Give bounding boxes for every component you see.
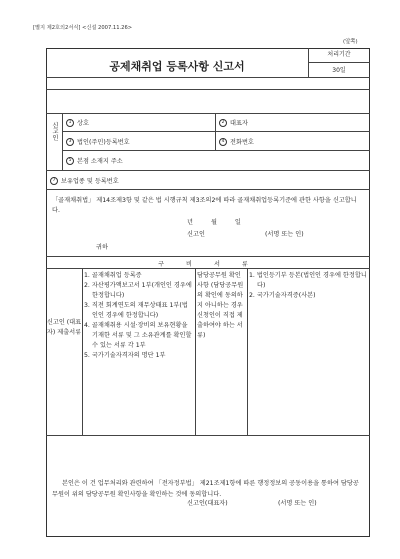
form-title: 공제채취업 등록사항 신고서	[109, 60, 245, 73]
section-line	[46, 189, 370, 190]
title-bottom-line	[46, 77, 370, 78]
number-badge: 4	[219, 138, 227, 146]
date-line: 년 월 일	[187, 219, 249, 226]
list-item: 2. 자산평가액보고서 1부(개인인 경우에 한정합니다)	[84, 282, 192, 299]
docs-col-line	[82, 268, 83, 435]
number-badge: 7	[50, 177, 58, 185]
consent-statement: 본인은 이 건 업무처리와 관련하여 「전자정부법」 제21조제1항에 따른 행정정보의 공동이용을 통하여 담당공무원이 위의 담당공무원 확인사항을 확인하는 것에 동의합니다.	[52, 480, 359, 498]
docs-col-line	[195, 268, 196, 435]
row-line	[62, 150, 370, 151]
docs-col-line	[247, 268, 248, 435]
field-company-name: 1 상호	[66, 119, 89, 127]
applicant-docs-label: 신고인 (대표자) 제출서류	[46, 319, 82, 336]
consent-signature-note: (서명 또는 인)	[278, 500, 317, 507]
list-item: 4. 골재채취용 시설·장비의 보유현황을 기재한 서류 및 그 소유관계를 확인할 수 있는 서류 각 1부	[84, 322, 192, 349]
row-line	[46, 170, 370, 171]
number-badge: 1	[66, 119, 74, 127]
officer-check-text: 담당공무원 확인사항 (담당공무원의 확인에 동의하지 아니하는 경우 신청인이 직접 제출하여야 하는 서류)	[197, 272, 244, 339]
page-label: (앞쪽)	[343, 39, 358, 45]
field-holding-business: 7 보유업종 및 등록번호	[50, 177, 119, 185]
list-item: 5. 국가기술자격자의 명단 1부	[84, 352, 166, 359]
number-badge: 5	[66, 157, 74, 165]
applicant-col-line	[62, 113, 63, 170]
docs-top-line	[46, 256, 370, 257]
applicant-document-list	[84, 271, 192, 361]
mid-col-line	[215, 113, 216, 150]
field-registration-number: 3 법인(주민)등록번호	[66, 138, 130, 146]
list-item: 2. 국가기술자격증(사본)	[249, 292, 316, 299]
field-representative: 2 대표자	[219, 119, 248, 127]
field-head-office-address: 5 본점 소재지 주소	[66, 157, 123, 165]
period-divider	[308, 62, 370, 63]
list-item: 1. 골재채취업 등록증	[84, 272, 142, 279]
processing-period-label: 처리기간	[327, 51, 351, 58]
signer-label: 신고인	[187, 231, 205, 238]
row-line	[46, 89, 370, 90]
number-badge: 3	[66, 138, 74, 146]
number-badge: 2	[219, 119, 227, 127]
form-reference: [별지 제2호의2서식] <신설 2007.11.26>	[33, 25, 133, 31]
applicant-section-label: 신고인	[51, 122, 58, 141]
officer-document-list	[249, 271, 367, 301]
documents-heading: 구 비 서 류	[158, 261, 258, 268]
row-line	[46, 113, 370, 114]
processing-period-value: 30일	[332, 67, 346, 74]
row-line	[62, 131, 370, 132]
recipient-label: 귀하	[96, 244, 108, 251]
field-phone-number: 4 전화번호	[219, 138, 254, 146]
declaration-statement: 「골재채취법」 제14조제3항 및 같은 법 시행규칙 제3조의2에 따라 골재채취업등록기준에 관한 사항을 신고합니다.	[52, 197, 357, 214]
consent-signer-label: 신고인(대표자)	[187, 500, 228, 507]
docs-bottom-line	[46, 435, 370, 436]
signature-note: (서명 또는 인)	[265, 231, 304, 238]
list-item: 1. 법인등기부 등본(법인인 경우에 한정합니다)	[249, 272, 367, 289]
list-item: 3. 직전 회계연도의 재무상태표 1부(법인인 경우에 한정합니다)	[84, 302, 188, 319]
